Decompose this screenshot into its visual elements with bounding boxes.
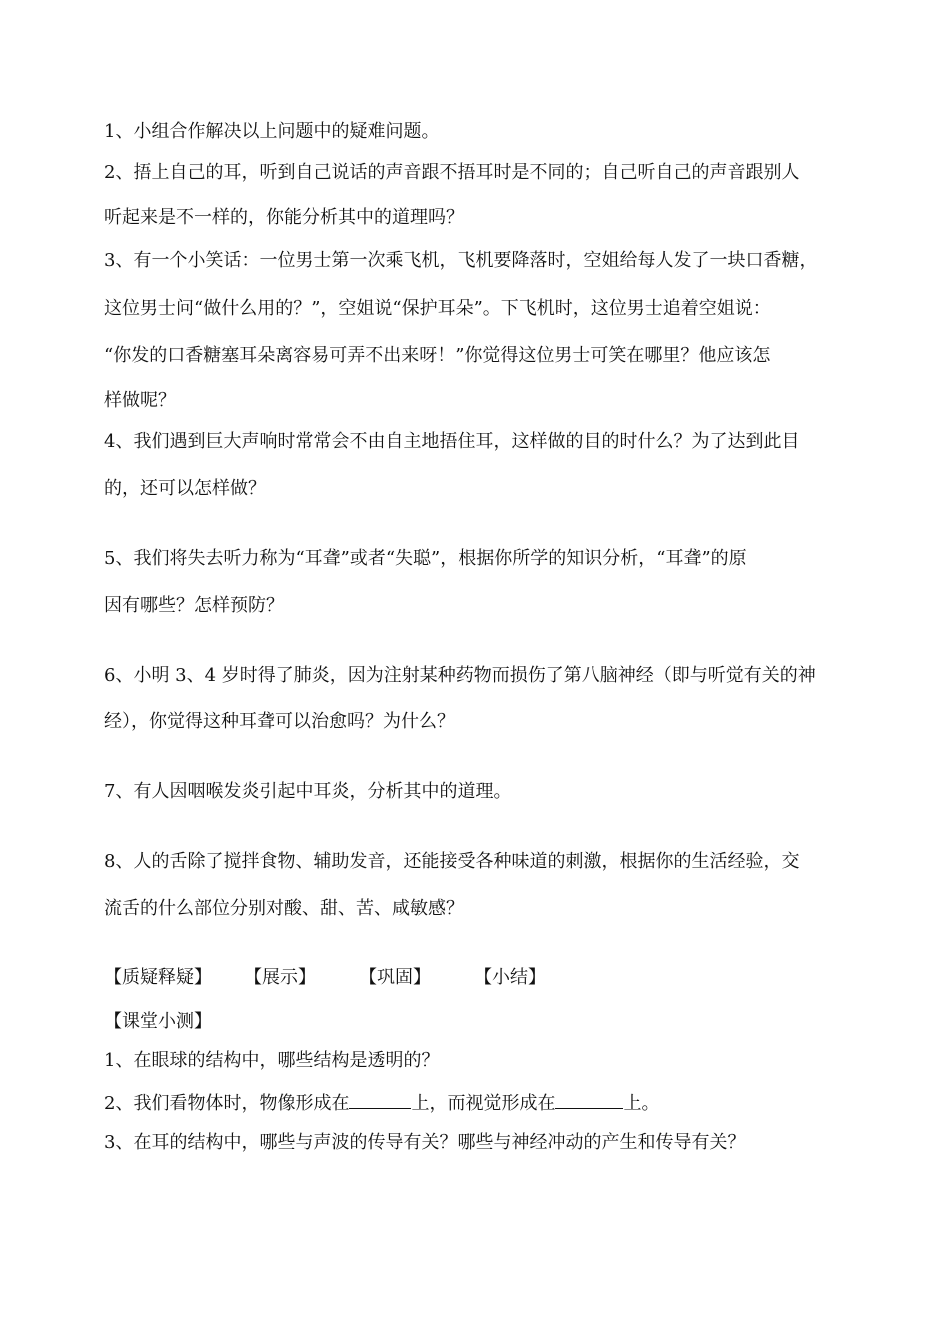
question-3-line-1: 3、有一个小笑话：一位男士第一次乘飞机，飞机要降落时，空姐给每人发了一块口香糖， <box>104 250 818 271</box>
question-3-line-2: 这位男士问“做什么用的？”，空姐说“保护耳朵”。下飞机时，这位男士追着空姐说： <box>104 298 771 319</box>
quiz-question-2-text-a: 2、我们看物体时，物像形成在 <box>104 1093 350 1114</box>
question-5-line-1: 5、我们将失去听力称为“耳聋”或者“失聪”，根据你所学的知识分析，“耳聋”的原 <box>104 548 747 569</box>
blank-vision-formation[interactable] <box>555 1090 623 1109</box>
quiz-question-2 <box>104 1090 659 1116</box>
tag-summary: 【小结】 <box>474 967 546 988</box>
quiz-question-2-text-c: 上。 <box>623 1093 660 1114</box>
blank-image-formation[interactable] <box>349 1090 411 1109</box>
quiz-heading: 【课堂小测】 <box>104 1011 212 1032</box>
quiz-question-1: 1、在眼球的结构中，哪些结构是透明的？ <box>104 1050 440 1071</box>
quiz-question-2-text-b: 上，而视觉形成在 <box>411 1093 556 1114</box>
tag-question-resolve: 【质疑释疑】 <box>104 967 212 988</box>
question-6-line-2: 经），你觉得这种耳聋可以治愈吗？为什么？ <box>104 711 455 732</box>
question-8-line-2: 流舌的什么部位分别对酸、甜、苦、咸敏感？ <box>104 898 464 919</box>
question-1: 1、小组合作解决以上问题中的疑难问题。 <box>104 121 440 142</box>
question-4-line-2: 的，还可以怎样做？ <box>104 478 266 499</box>
question-3-line-4: 样做呢？ <box>104 390 176 411</box>
question-4-line-1: 4、我们遇到巨大声响时常常会不由自主地捂住耳，这样做的目的时什么？为了达到此目 <box>104 431 800 452</box>
question-3-line-3: “你发的口香糖塞耳朵离容易可弄不出来呀！”你觉得这位男士可笑在哪里？他应该怎 <box>104 345 771 366</box>
question-6-line-1: 6、小明 3、4 岁时得了肺炎，因为注射某种药物而损伤了第八脑神经（即与听觉有关的神 <box>104 665 816 686</box>
question-7: 7、有人因咽喉发炎引起中耳炎，分析其中的道理。 <box>104 781 512 802</box>
question-2-line-1: 2、捂上自己的耳，听到自己说话的声音跟不捂耳时是不同的；自己听自己的声音跟别人 <box>104 162 800 183</box>
tag-consolidate: 【巩固】 <box>359 967 431 988</box>
question-2-line-2: 听起来是不一样的，你能分析其中的道理吗？ <box>104 207 464 228</box>
question-8-line-1: 8、人的舌除了搅拌食物、辅助发音，还能接受各种味道的刺激，根据你的生活经验，交 <box>104 851 800 872</box>
section-tags <box>104 966 546 990</box>
tag-display: 【展示】 <box>244 967 316 988</box>
quiz-question-3: 3、在耳的结构中，哪些与声波的传导有关？哪些与神经冲动的产生和传导有关？ <box>104 1132 746 1153</box>
question-5-line-2: 因有哪些？怎样预防？ <box>104 595 284 616</box>
